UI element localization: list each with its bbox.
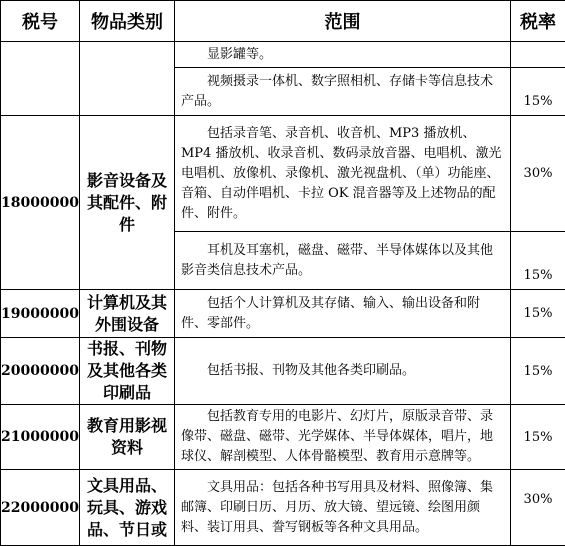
scope-text: 包括教育专用的电影片、幻灯片，原版录音带、录像带、磁盘、磁带、光学媒体、半导体媒体，唱片，地球仪、解剖模型、人体骨骼模型、教育用示意牌等。	[175, 405, 511, 470]
tax-rate: 15%	[511, 405, 565, 470]
tax-rate: 15%	[511, 68, 565, 116]
tax-rate: 15%	[511, 290, 565, 338]
scope-text: 包括书报、刊物及其他各类印刷品。	[175, 338, 511, 405]
item-category: 书报、刊物及其他各类印刷品	[80, 338, 175, 405]
table-row	[1, 42, 565, 68]
table-row	[1, 116, 565, 232]
scope-text: 包括个人计算机及其存储、输入、输出设备和附件、零部件。	[175, 290, 511, 338]
scope-text: 包括录音笔、录音机、收音机、MP3 播放机、MP4 播放机、收录音机、数码录放音器、电唱机、激光电唱机、放像机、录像机、激光视盘机、（单）功能座、音箱、自动伴唱机、卡拉 OK 混音器等及上述物品的配件、附件。	[175, 116, 511, 232]
table-row	[1, 338, 565, 405]
scope-text: 文具用品：包括各种书写用具及材料、照像簿、集邮簿、印刷日历、月历、放大镜、望远镜、绘图用颜料、装订用具、誊写钢板等各种文具用品。	[175, 470, 511, 546]
table-row	[1, 470, 565, 546]
scope-text: 视频摄录一体机、数字照相机、存储卡等信息技术产品。	[175, 68, 511, 116]
tax-code: 21000000	[1, 405, 80, 470]
item-category	[80, 42, 175, 116]
tax-rate: 30%	[511, 116, 565, 232]
scope-text: 显影罐等。	[175, 42, 511, 68]
table-row	[1, 405, 565, 470]
scope-text: 耳机及耳塞机，磁盘、磁带、半导体媒体以及其他影音类信息技术产品。	[175, 232, 511, 290]
header-rate: 税率	[511, 1, 565, 42]
item-category: 计算机及其外围设备	[80, 290, 175, 338]
tax-rate: 30%	[511, 470, 565, 546]
header-scope: 范围	[175, 1, 511, 42]
tax-code: 22000000	[1, 470, 80, 546]
header-code: 税号	[1, 1, 80, 42]
item-category: 文具用品、玩具、游戏品、节日或	[80, 470, 175, 546]
item-category: 教育用影视资料	[80, 405, 175, 470]
tax-code: 20000000	[1, 338, 80, 405]
item-category: 影音设备及其配件、附件	[80, 116, 175, 290]
tax-code: 18000000	[1, 116, 80, 290]
tax-rate: 15%	[511, 232, 565, 290]
tax-rate	[511, 42, 565, 68]
tax-code	[1, 42, 80, 116]
header-category: 物品类别	[80, 1, 175, 42]
tax-code: 19000000	[1, 290, 80, 338]
table-row	[1, 290, 565, 338]
tax-rate: 15%	[511, 338, 565, 405]
